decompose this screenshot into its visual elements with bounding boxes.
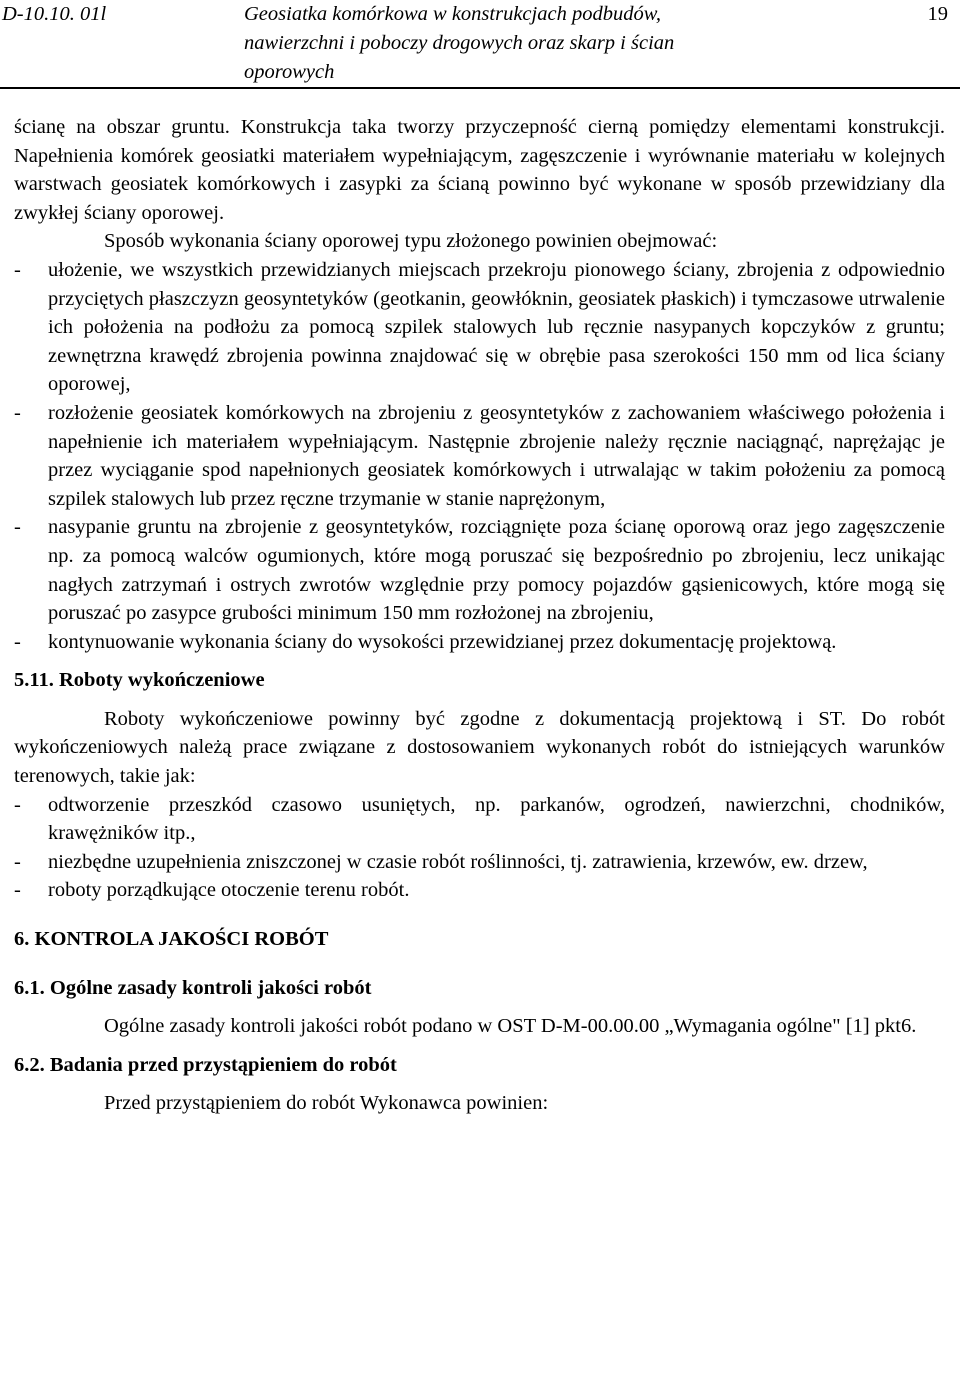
section-heading: 5.11. Roboty wykończeniowe (14, 669, 265, 692)
document-body (14, 113, 945, 1118)
list-dash: - (14, 516, 21, 539)
page-number: 19 (927, 3, 948, 25)
list-item (14, 848, 945, 877)
list-item-text: roboty porządkujące otoczenie terenu robót. (48, 879, 410, 902)
paragraph: Sposób wykonania ściany oporowej typu złożonego powinien obejmować: (104, 230, 718, 253)
paragraph: Ogólne zasady kontroli jakości robót podano w OST D-M-00.00.00 „Wymagania ogólne" [1] pkt6. (104, 1015, 917, 1038)
list-dash: - (14, 401, 21, 424)
document-title-line: oporowych (244, 61, 335, 83)
list-dash: - (14, 793, 21, 816)
bullet-list (14, 256, 945, 656)
list-item (14, 791, 945, 848)
list-item (14, 876, 945, 905)
list-dash: - (14, 879, 21, 902)
chapter-heading: 6. KONTROLA JAKOŚCI ROBÓT (14, 928, 329, 951)
list-item-text: niezbędne uzupełnienia zniszczonej w czasie robót roślinności, tj. zatrawienia, krzewów, ew. drzew, (48, 850, 868, 873)
paragraph: Roboty wykończeniowe powinny być zgodne z dokumentacją projektową i ST. Do robót wykończeniowych należą prace związane z dostosowaniem wykonanych robót do istniejących warunków terenowych, takie jak: (14, 707, 945, 788)
paragraph: ścianę na obszar gruntu. Konstrukcja taka tworzy przyczepność cierną pomiędzy elementami konstrukcji. Napełnienia komórek geosiatki materiałem wypełniającym, zagęszczenie i wyrównanie materiału w kolejnych warstwach geosiatek komórkowych i zasypki za ścianą powinno być wykonane w sposób przewidziany dla zwykłej ściany oporowej. (14, 116, 945, 224)
bullet-list (14, 791, 945, 905)
list-item-text: rozłożenie geosiatek komórkowych na zbrojeniu z geosyntetyków z zachowaniem właściwego położenia i napełnienie ich materiałem wypełniającym. Następnie zbrojenie należy ręcznie naciągnąć, naprężając je przez wyciąganie spod napełnionych geosiatek komórkowych i utrwalając w takim położeniu za pomocą szpilek stalowych lub przez ręczne trzymanie w stanie naprężonym, (48, 401, 945, 510)
document-code: D-10.10. 01l (2, 3, 107, 25)
list-item (14, 256, 945, 399)
page-header (0, 0, 960, 86)
list-item-text: ułożenie, we wszystkich przewidzianych miejscach przekroju pionowego ściany, zbrojenia z odpowiednio przyciętych płaszczyzn geosyntetyków (geotkanin, geowłóknin, geosiatek płaskich) i tymczasowe utrwalenie ich położenia na podłożu za pomocą szpilek stalowych lub ręcznie nasypanych kopczyków z gruntu; zewnętrzna krawędź zbrojenia powinna znajdować się w obrębie pasa szerokości 150 mm od lica ściany oporowej, (48, 258, 945, 396)
paragraph: Przed przystąpieniem do robót Wykonawca powinien: (104, 1092, 549, 1115)
list-dash: - (14, 630, 21, 653)
list-dash: - (14, 258, 21, 281)
document-title (244, 0, 844, 87)
list-dash: - (14, 850, 21, 873)
document-title-line: Geosiatka komórkowa w konstrukcjach podbudów, (244, 3, 661, 25)
section-heading: 6.2. Badania przed przystąpieniem do robót (14, 1053, 397, 1076)
list-item (14, 513, 945, 627)
list-item-text: kontynuowanie wykonania ściany do wysokości przewidzianej przez dokumentację projektową. (48, 630, 837, 653)
list-item-text: nasypanie gruntu na zbrojenie z geosyntetyków, rozciągnięte poza ścianę oporową oraz jego zagęszczenie np. za pomocą walców ogumionych, które mogą poruszać się bezpośrednio po zbrojeniu, lecz unikając nagłych zatrzymań i ostrych zwrotów względnie przy pomocy pojazdów gąsienicowych, które mogą się poruszać po zasypce grubości minimum 150 mm rozłożonej na zbrojeniu, (48, 516, 945, 625)
list-item (14, 399, 945, 513)
list-item (14, 628, 945, 657)
document-title-line: nawierzchni i poboczy drogowych oraz skarp i ścian (244, 32, 675, 54)
list-item-text: odtworzenie przeszkód czasowo usuniętych, np. parkanów, ogrodzeń, nawierzchni, chodników, krawężników itp., (48, 793, 945, 845)
header-divider (0, 87, 960, 89)
section-heading: 6.1. Ogólne zasady kontroli jakości robót (14, 976, 372, 999)
